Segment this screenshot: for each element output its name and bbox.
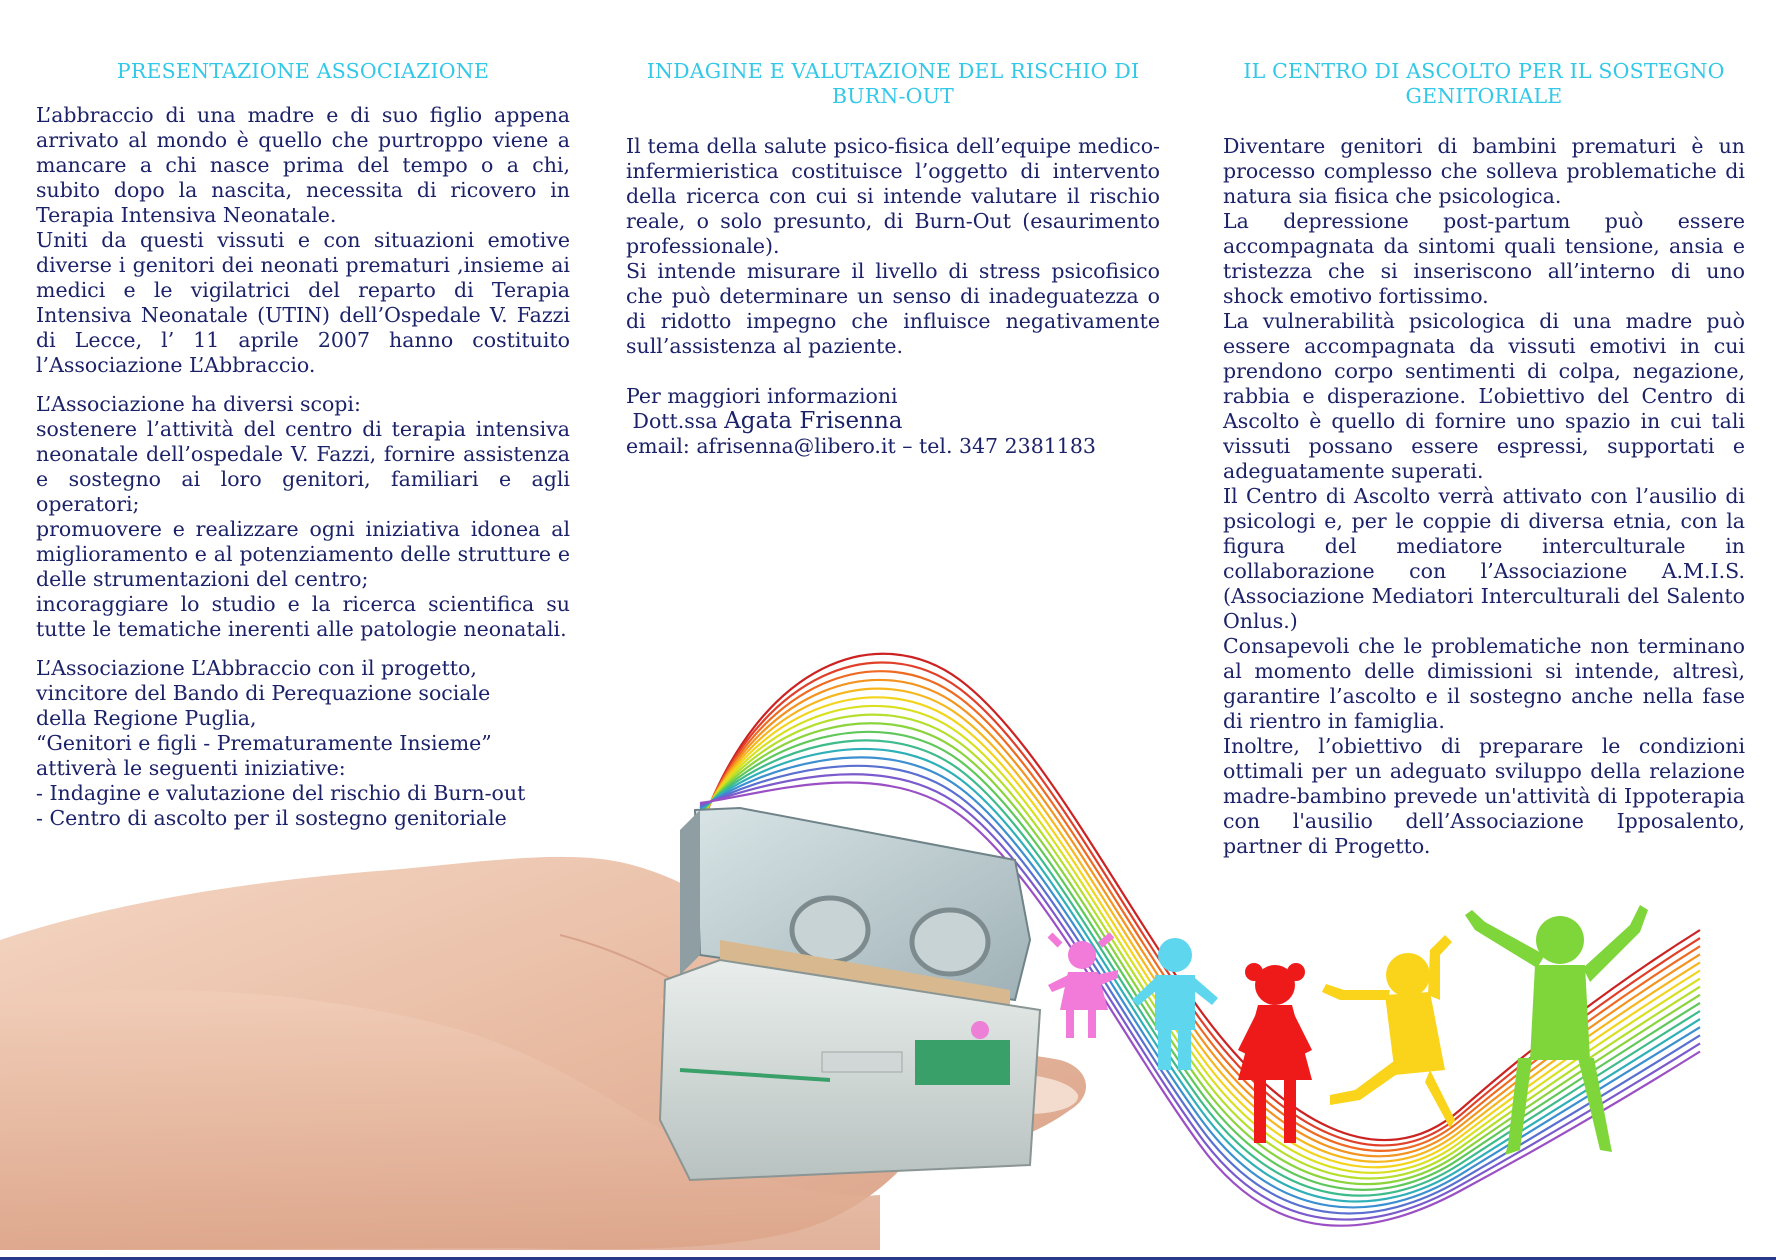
paragraph: Diventare genitori di bambini prematuri è un processo complesso che solleva problematiche di natura sia fisica che psicologica. bbox=[1223, 134, 1745, 208]
burnout-column bbox=[626, 56, 1160, 459]
paragraph: Il tema della salute psico-fisica dell’equipe medico-infermieristica costituisce l’oggetto di intervento della ricerca con cui si intende valutare il rischio reale, o solo presunto, di Burn-Out (esaurimento professionale). bbox=[626, 134, 1160, 258]
contact-email-phone: email: afrisenna@libero.it – tel. 347 2381183 bbox=[626, 434, 1096, 458]
paragraph: attiverà le seguenti iniziative: bbox=[36, 756, 346, 780]
paragraph: Il Centro di Ascolto verrà attivato con l’ausilio di psicologi e, per le coppie di diversa etnia, con la figura del mediatore interculturale in collaborazione con l’Associazione A.M.I.S. (Associazione Mediatori Interculturali del Salento Onlus.) bbox=[1223, 484, 1745, 633]
initiative-item: - Indagine e valutazione del rischio di Burn-out bbox=[36, 781, 526, 805]
section-title-presentation: PRESENTAZIONE ASSOCIAZIONE bbox=[116, 59, 490, 83]
paragraph: vincitore del Bando di Perequazione sociale bbox=[36, 681, 491, 705]
paragraph: La vulnerabilità psicologica di una madre può essere accompagnata da vissuti emotivi in cui prendono corpo sentimenti di colpa, negazione, rabbia e disperazione. L’obiettivo del Centro di Ascolto è quello di fornire uno spazio in cui tali vissuti possano essere espressi, supportati e adeguatamente superati. bbox=[1223, 309, 1745, 483]
contact-person bbox=[626, 409, 1160, 434]
child-jumping-yellow bbox=[1322, 935, 1455, 1128]
paragraph: incoraggiare lo studio e la ricerca scientifica su tutte le tematiche inerenti alle patologie neonatali. bbox=[36, 592, 570, 641]
contact-name: Agata Frisenna bbox=[724, 408, 903, 434]
contact-prefix: Dott.ssa bbox=[632, 409, 718, 433]
paragraph: L’Associazione L’Abbraccio con il progetto, bbox=[36, 656, 477, 680]
section-title-listening-center: IL CENTRO DI ASCOLTO PER IL SOSTEGNO GENITORIALE bbox=[1243, 59, 1725, 108]
paragraph: Consapevoli che le problematiche non terminano al momento delle dimissioni si intende, altresì, garantire l’ascolto e il sostegno anche nella fase di rientro in famiglia. bbox=[1223, 634, 1745, 733]
paragraph: La depressione post-partum può essere accompagnata da sintomi quali tensione, ansia e tristezza che si inseriscono all’interno di uno shock emotivo fortissimo. bbox=[1223, 209, 1745, 308]
info-label: Per maggiori informazioni bbox=[626, 384, 898, 408]
initiative-item: - Centro di ascolto per il sostegno genitoriale bbox=[36, 806, 507, 830]
paragraph: L’abbraccio di una madre e di suo figlio appena arrivato al mondo è quello che purtroppo viene a mancare a chi nasce prima del tempo o a chi, subito dopo la nascita, necessita di ricovero in Terapia Intensiva Neonatale. bbox=[36, 103, 570, 227]
presentation-column bbox=[36, 56, 570, 831]
listening-center-column bbox=[1223, 56, 1745, 859]
paragraph: Inoltre, l’obiettivo di preparare le condizioni ottimali per un adeguato sviluppo della relazione madre-bambino prevede un'attività di Ippoterapia con l'ausilio dell’Associazione Ipposalento, partner di Progetto. bbox=[1223, 734, 1745, 858]
paragraph: promuovere e realizzare ogni iniziativa idonea al miglioramento e al potenziamento delle strutture e delle strumentazioni del centro; bbox=[36, 517, 570, 591]
child-silhouette-cyan bbox=[1132, 938, 1218, 1070]
paragraph: L’Associazione ha diversi scopi: bbox=[36, 392, 361, 416]
paragraph: della Regione Puglia, bbox=[36, 706, 257, 730]
paragraph: sostenere l’attività del centro di terapia intensiva neonatale dell’ospedale V. Fazzi, fornire assistenza e sostegno ai loro genitori, familiari e agli operatori; bbox=[36, 417, 570, 516]
paragraph: Si intende misurare il livello di stress psicofisico che può determinare un senso di inadeguatezza o di ridotto impegno che influisce negativamente sull’assistenza al paziente. bbox=[626, 259, 1160, 358]
paragraph: Uniti da questi vissuti e con situazioni emotive diverse i genitori dei neonati prematuri ,insieme ai medici e le vigilatrici del reparto di Terapia Intensiva Neonatale (UTIN) dell’Ospedale V. Fazzi di Lecce, l’ 11 aprile 2007 hanno costituito l’Associazione L’Abbraccio. bbox=[36, 228, 570, 377]
section-title-burnout: INDAGINE E VALUTAZIONE DEL RISCHIO DI BURN-OUT bbox=[646, 59, 1140, 108]
project-title: “Genitori e figli - Prematuramente Insieme” bbox=[36, 731, 492, 755]
incubator-illustration bbox=[660, 808, 1040, 1180]
